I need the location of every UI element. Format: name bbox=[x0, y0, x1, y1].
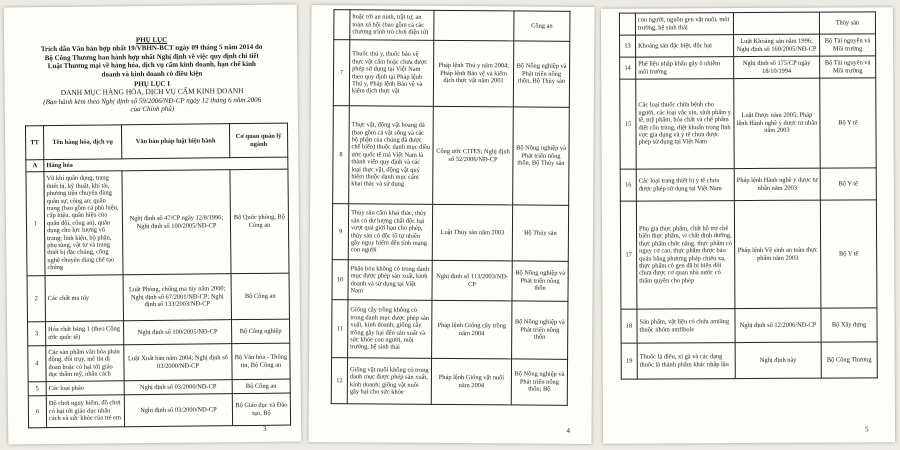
column-header: Cơ quan quản lý ngành bbox=[229, 123, 287, 158]
excerpt-line: Trích dẫn Văn bản hợp nhất 19/VBHN-BCT ngày 09 tháng 5 năm 2014 do bbox=[40, 43, 263, 54]
table-row bbox=[333, 106, 570, 206]
managing-agency: Bộ Giáo dục và Đào tạo, Bộ bbox=[232, 393, 290, 426]
item-name: Đồ chơi nguy hiểm, đồ chơi có hại tới giáo dục nhân cách và sức khỏe của trẻ em bbox=[46, 395, 124, 428]
legal-basis: Nghị định số 100/2005/NĐ-CP bbox=[124, 320, 232, 345]
managing-agency: Bộ Y tế bbox=[820, 78, 876, 168]
row-number: 16 bbox=[620, 169, 636, 201]
legal-basis: Pháp lệnh Hành nghề y dược tư nhân năm 2003 bbox=[734, 168, 820, 200]
managing-agency: Bộ Nông nghiệp và Phát triển nông thôn; Bộ bbox=[511, 359, 567, 405]
list-title: DANH MỤC HÀNG HÓA, DỊCH VỤ CẤM KINH DOANH bbox=[60, 86, 244, 98]
section-label: A bbox=[26, 160, 44, 172]
managing-agency: Bộ Tài nguyên và Môi trường bbox=[820, 56, 876, 78]
row-number: 19 bbox=[621, 343, 637, 379]
item-name: Các loại thuốc chữa bệnh cho người, các loại vắc xin, sinh phẩm y tế, mỹ phẩm, hóa chất và chế phẩm diệt côn trùng, diệt khuẩn trong lĩnh vực gia dụng và y tế chưa được phép sử dụng tại Việt Nam bbox=[636, 79, 734, 170]
row-number: 5 bbox=[28, 382, 46, 396]
legal-basis: Nghị định số 03/2000/NĐ-CP bbox=[124, 394, 232, 427]
managing-agency: Bộ Công an bbox=[231, 273, 289, 320]
column-header: Tên hàng hóa, dịch vụ bbox=[43, 125, 121, 160]
goods-table bbox=[25, 123, 291, 429]
item-name: hoặc tới an ninh, trật tự, an toàn xã hội (bao gồm cả các chương trình trò chơi điện tử) bbox=[350, 10, 434, 41]
table-row bbox=[619, 12, 875, 35]
excerpt-line: Luật Thương mại về hàng hóa, dịch vụ cấm kinh doanh, hạn chế kinh bbox=[47, 60, 256, 71]
table-row bbox=[621, 342, 877, 379]
managing-agency: Công an bbox=[514, 11, 570, 41]
table-row bbox=[620, 78, 876, 169]
managing-agency: Bộ Quốc phòng, Bộ Công an bbox=[230, 169, 289, 274]
table-row bbox=[620, 56, 876, 79]
row-number: 13 bbox=[620, 35, 636, 57]
section-title: Hàng hóa bbox=[44, 157, 288, 172]
item-name: con người, nguồn gen vật nuôi, môi trường, hệ sinh thái bbox=[635, 13, 733, 36]
page-number: 3 bbox=[263, 424, 267, 433]
managing-agency: Bộ Xây dựng bbox=[821, 308, 877, 342]
row-number: 11 bbox=[332, 300, 348, 358]
legal-basis: Nghị định số 175/CP ngày 18/10/1994 bbox=[734, 56, 820, 78]
item-name: Thực vật, động vật hoang dã (bao gồm cả vật sống và các bộ phận của chúng đã được chế biến) thuộc danh mục điều ước quốc tế mà Việt Nam là thành viên quy định và các loại thực vật, động vật quý hiếm thuộc danh mục cấm khai thác và sử dụng bbox=[349, 106, 434, 205]
legal-basis: Công ước CITES; Nghị định số 32/2006/NĐ-CP bbox=[433, 106, 514, 205]
managing-agency: Bộ Y tế bbox=[820, 168, 876, 200]
excerpt-line: Bộ Công Thương ban hành hợp nhất Nghị định về việc quy định chi tiết bbox=[44, 51, 259, 62]
legal-basis: Luật Dược năm 2005; Pháp lệnh Hành nghề y dược tư nhân năm 2003 bbox=[734, 78, 820, 168]
row-number: 3 bbox=[28, 322, 46, 346]
legal-basis: Nghị định số 47/CP ngày 12/8/1996; Nghị định số 100/2005/NĐ-CP bbox=[122, 170, 231, 275]
legal-basis: Pháp lệnh Giống cây trồng năm 2004 bbox=[432, 300, 512, 359]
issuance-note: của Chính phủ) bbox=[130, 105, 175, 114]
managing-agency: Bộ Công nghiệp bbox=[232, 319, 290, 344]
legal-basis: Pháp lệnh Thú y năm 2004; Pháp lệnh Bảo vệ và kiểm dịch thực vật năm 2001 bbox=[433, 40, 513, 107]
document-page-3 bbox=[4, 4, 302, 444]
legal-basis: Nghị định số 113/2003/NĐ-CP bbox=[432, 260, 512, 301]
legal-basis: Luật Khoáng sản năm 1996; Nghị định số 160/2005/NĐ-CP bbox=[734, 34, 820, 56]
legal-basis: Nghị định số 12/2006/NĐ-CP bbox=[735, 308, 821, 342]
row-number: 8 bbox=[333, 106, 350, 204]
managing-agency: Bộ Y tế bbox=[820, 200, 877, 308]
item-name: Các chất ma túy bbox=[45, 275, 123, 322]
managing-agency: Bộ Công Thương bbox=[821, 342, 877, 378]
managing-agency: Bộ Công an bbox=[232, 379, 290, 394]
managing-agency: Bộ Tài nguyên và Môi trường bbox=[819, 34, 875, 56]
table-row bbox=[332, 204, 568, 262]
table-row bbox=[621, 308, 877, 343]
table-row bbox=[332, 260, 568, 302]
row-number: 4 bbox=[28, 346, 46, 382]
row-number: 2 bbox=[27, 276, 45, 322]
legal-basis bbox=[733, 12, 819, 34]
goods-table bbox=[619, 11, 878, 379]
table-row bbox=[334, 10, 570, 42]
legal-basis bbox=[434, 10, 514, 41]
item-name: Sản phẩm, vật liệu có chứa amiăng thuộc nhóm amfibole bbox=[637, 309, 735, 344]
row-number: 17 bbox=[620, 201, 637, 309]
table-row bbox=[28, 319, 290, 346]
row-number: 10 bbox=[332, 260, 348, 300]
column-header: TT bbox=[25, 126, 43, 160]
managing-agency: Bộ Thủy sản bbox=[512, 205, 568, 261]
row-number: 7 bbox=[333, 40, 349, 106]
document-page-4 bbox=[308, 5, 594, 444]
table-row bbox=[620, 168, 876, 201]
managing-agency: Bộ Nông nghiệp và Phát triển nông thôn bbox=[512, 261, 568, 301]
legal-basis: Luật Xuất bản năm 2004; Nghị định số 03/2000/NĐ-CP bbox=[124, 344, 232, 381]
page-header bbox=[14, 35, 290, 116]
legal-basis: Nghị định số 03/2000/NĐ-CP bbox=[124, 380, 232, 395]
managing-agency: Bộ Nông nghiệp và Phát triển nông thôn, Bộ Thủy sản bbox=[513, 41, 569, 107]
item-name: Phân bón không có trong danh mục được phép sản xuất, kinh doanh và sử dụng tại Việt Nam bbox=[348, 260, 432, 301]
appendix-title: PHỤ LỤC bbox=[135, 35, 168, 45]
table-row bbox=[28, 343, 290, 382]
legal-basis: Luật Phòng, chống ma túy năm 2000; Nghị định số 67/2001/NĐ-CP; Nghị định số 133/2003/NĐ-CP bbox=[123, 274, 231, 321]
managing-agency: Thủy sản bbox=[819, 12, 875, 34]
row-number: 1 bbox=[26, 172, 45, 276]
item-name: Phụ gia thực phẩm, chất hỗ trợ chế biến thực phẩm, vi chất dinh dưỡng, thực phẩm chức năng, thực phẩm có nguy cơ cao, thực phẩm được bảo quản bằng phương pháp chiếu xạ, thực phẩm có gen đã bị biến đổi chưa được cơ quan nhà nước có thẩm quyền cho phép bbox=[636, 201, 735, 310]
document-page-5 bbox=[601, 7, 895, 444]
table-row bbox=[620, 200, 877, 309]
column-header: Văn bản pháp luật hiện hành bbox=[121, 124, 229, 159]
legal-basis: Pháp lệnh Vệ sinh an toàn thực phẩm năm 2003 bbox=[734, 200, 821, 308]
legal-basis: Nghị định này bbox=[735, 342, 821, 378]
row-number: 6 bbox=[28, 396, 46, 428]
item-name: Thuốc lá điếu, xì gà và các dạng thuốc lá thành phẩm khác nhập lậu bbox=[637, 343, 735, 380]
item-name: Hóa chất bảng 1 (theo Công ước quốc tế) bbox=[46, 321, 124, 346]
table-row bbox=[333, 40, 569, 108]
managing-agency: Bộ Văn hóa - Thông tin, Bộ Công an bbox=[232, 343, 290, 380]
legal-basis: Luật Thủy sản năm 2003 bbox=[432, 204, 512, 261]
legal-basis: Pháp lệnh Giống vật nuôi năm 2004 bbox=[431, 358, 511, 405]
item-name: Các loại trang thiết bị y tế chưa được phép sử dụng tại Việt Nam bbox=[636, 169, 734, 202]
item-name: Các loại pháo bbox=[46, 381, 124, 396]
table-row bbox=[332, 300, 568, 360]
row-number: 15 bbox=[620, 79, 636, 169]
goods-table bbox=[331, 9, 571, 406]
managing-agency: Bộ Nông nghiệp và Phát triển nông thôn, Bộ Thủy sản bbox=[513, 107, 570, 205]
item-name: Thủy sản cấm khai thác, thủy sản có dư lượng chất độc hại vượt quá giới hạn cho phép, thủy sản có độc tố tự nhiên gây nguy hiểm đến tính mạng con người bbox=[348, 204, 432, 261]
table-row bbox=[28, 393, 290, 428]
item-name: Giống vật nuôi không có trong danh mục được phép sản xuất, kinh doanh; giống vật nuôi gây hại cho sức khỏe bbox=[347, 358, 431, 405]
item-name: Giống cây trồng không có trong danh mục được phép sản xuất, kinh doanh; giống cây trồng gây hại đến sản xuất và sức khỏe con người, môi trường, hệ sinh thái bbox=[348, 300, 432, 359]
page-number: 5 bbox=[865, 425, 869, 434]
table-row bbox=[620, 34, 876, 57]
item-name: Phế liệu nhập khẩu gây ô nhiễm môi trường bbox=[636, 57, 734, 80]
issuance-note: (Ban hành kèm theo Nghị định số 59/2006/NĐ-CP ngày 12 tháng 6 năm 2006 bbox=[43, 95, 262, 106]
table-row bbox=[26, 169, 289, 276]
table-row bbox=[331, 358, 567, 406]
row-number: 18 bbox=[621, 309, 637, 343]
item-name: Khoáng sản đặc biệt, độc hại bbox=[636, 35, 734, 58]
table-header-row bbox=[25, 123, 287, 160]
item-name: Vũ khí quân dụng, trang thiết bị, kỹ thuật, khí tài, phương tiện chuyên dùng quân sự, công an; quân trang (bao gồm cả phù hiệu, cấp hiệu, quân hiệu của quân đội, công an), quân dụng cho lực lượng vũ trang; linh kiện, bộ phận, phụ tùng, vật tư và trang thiết bị đặc chủng, công nghệ chuyên dùng chế tạo chúng bbox=[44, 171, 123, 276]
row-number bbox=[334, 10, 350, 40]
row-number: 12 bbox=[331, 358, 347, 404]
item-name: Các sản phẩm văn hóa phản động, đồi trụy, mê tín dị đoan hoặc có hại tới giáo dục thẩm mỹ, nhân cách bbox=[46, 345, 124, 382]
item-name: Thuốc thú y, thuốc bảo vệ thực vật cấm hoặc chưa được phép sử dụng tại Việt Nam theo quy định tại Pháp lệnh Thú y, Pháp lệnh Bảo vệ và kiểm dịch thực vật bbox=[349, 40, 433, 107]
row-number: 14 bbox=[620, 57, 636, 79]
sub-appendix-title: PHỤ LỤC I bbox=[134, 79, 170, 89]
managing-agency: Bộ Nông nghiệp và Phát triển nông thôn bbox=[512, 301, 568, 359]
row-number: 9 bbox=[332, 204, 348, 260]
excerpt-line: doanh và kinh doanh có điều kiện bbox=[101, 69, 203, 79]
table-row bbox=[27, 273, 289, 322]
row-number bbox=[619, 13, 635, 35]
page-number: 4 bbox=[566, 426, 571, 435]
